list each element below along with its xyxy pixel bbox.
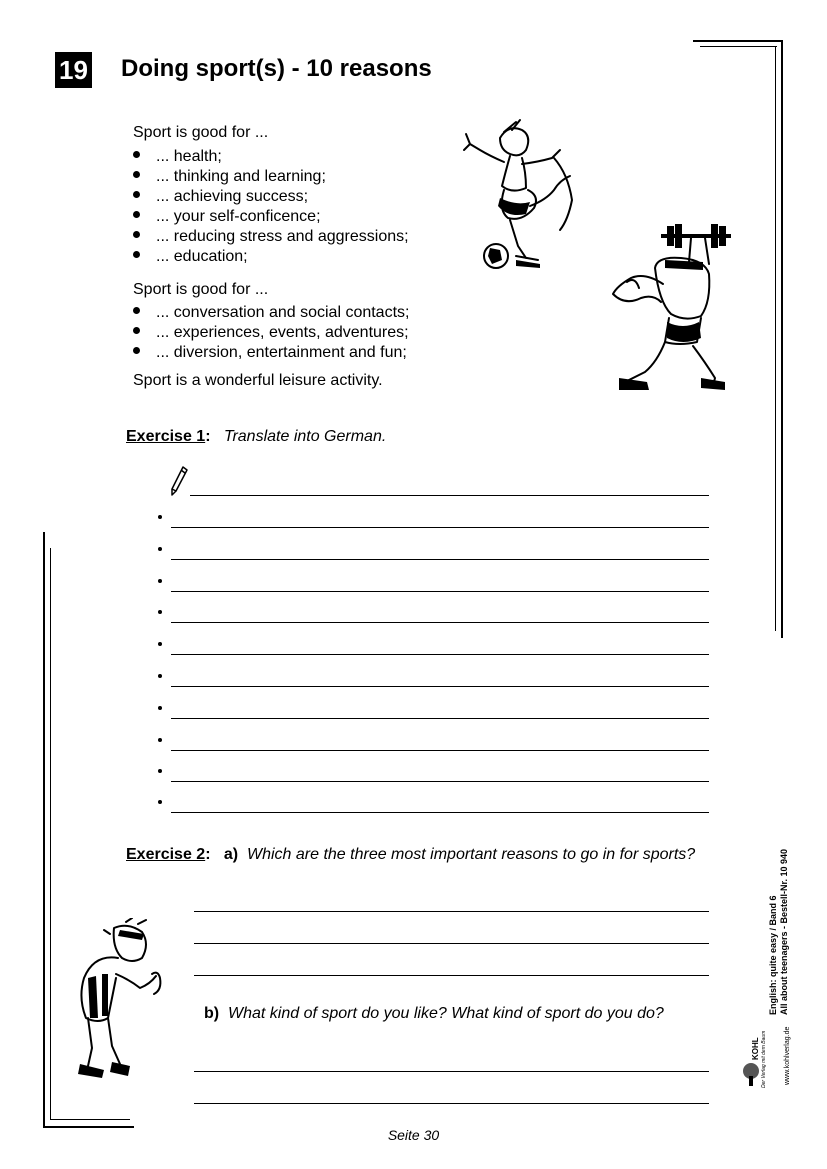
- bullet-icon: [133, 347, 140, 354]
- weightlifter-illustration: [605, 222, 735, 394]
- exhausted-runner-illustration: [68, 918, 168, 1080]
- writing-line[interactable]: [171, 527, 709, 528]
- bullet-icon: [158, 515, 162, 519]
- publisher-line-2: All about teenagers - Bestell-Nr. 10 940: [779, 848, 789, 1015]
- bullet-icon: [158, 642, 162, 646]
- writing-line[interactable]: [171, 812, 709, 813]
- bullet-icon: [158, 800, 162, 804]
- writing-line[interactable]: [171, 654, 709, 655]
- publisher-slogan: Der Verlag mit dem Baum: [761, 1030, 767, 1088]
- writing-line[interactable]: [194, 975, 709, 976]
- bullet-icon: [133, 307, 140, 314]
- soccer-player-illustration: [460, 110, 580, 275]
- list-item: ... your self-conficence;: [133, 208, 321, 226]
- page-number: Seite 30: [387, 1127, 440, 1143]
- bullet-icon: [158, 706, 162, 710]
- exercise2-heading: Exercise 2: a) Which are the three most important reasons to go in for sports?: [126, 846, 696, 863]
- bullet-icon: [133, 327, 140, 334]
- bullet-icon: [158, 579, 162, 583]
- writing-line[interactable]: [194, 1071, 709, 1072]
- exercise1-heading: Exercise 1: Translate into German.: [126, 428, 387, 445]
- intro-text-1: Sport is good for ...: [133, 124, 269, 141]
- page-title: Doing sport(s) - 10 reasons: [121, 55, 432, 82]
- bullet-icon: [133, 231, 140, 238]
- closing-sentence: Sport is a wonderful leisure activity.: [133, 372, 383, 389]
- exercise2b-question: b) What kind of sport do you like? What kind of sport do you do?: [204, 1005, 664, 1022]
- publisher-line-1: English: quite easy / Band 6: [768, 895, 778, 1015]
- writing-line[interactable]: [171, 718, 709, 719]
- publisher-url: www.kohlverlag.de: [784, 1026, 791, 1085]
- bullet-icon: [133, 251, 140, 258]
- frame-top-right-v1: [781, 40, 783, 638]
- bullet-icon: [133, 151, 140, 158]
- list-item: ... thinking and learning;: [133, 168, 326, 186]
- list-item: ... diversion, entertainment and fun;: [133, 344, 407, 362]
- frame-top-right-h1: [693, 40, 783, 42]
- list-item: ... education;: [133, 248, 248, 266]
- bullet-icon: [158, 738, 162, 742]
- writing-line[interactable]: [171, 559, 709, 560]
- writing-line[interactable]: [194, 911, 709, 912]
- bullet-icon: [158, 769, 162, 773]
- writing-line[interactable]: [171, 622, 709, 623]
- list-item: ... health;: [133, 148, 222, 166]
- bullet-icon: [158, 610, 162, 614]
- writing-line[interactable]: [171, 686, 709, 687]
- intro-text-2: Sport is good for ...: [133, 281, 269, 298]
- bullet-icon: [133, 191, 140, 198]
- list-item: ... experiences, events, adventures;: [133, 324, 409, 342]
- publisher-logo: KOHL: [751, 1037, 760, 1060]
- frame-bottom-left-h2: [50, 1119, 130, 1120]
- frame-top-right-v2: [775, 46, 776, 631]
- writing-line[interactable]: [194, 943, 709, 944]
- list-item: ... achieving success;: [133, 188, 308, 206]
- frame-bottom-left-v1: [43, 532, 45, 1128]
- writing-line[interactable]: [194, 1103, 709, 1104]
- list-item: ... reducing stress and aggressions;: [133, 228, 409, 246]
- bullet-icon: [158, 674, 162, 678]
- list-item: ... conversation and social contacts;: [133, 304, 409, 322]
- frame-top-right-h2: [700, 46, 777, 47]
- frame-bottom-left-v2: [50, 548, 51, 1120]
- publisher-tree-logo-icon: [740, 1062, 762, 1088]
- bullet-icon: [158, 547, 162, 551]
- writing-line[interactable]: [171, 591, 709, 592]
- bullet-icon: [133, 171, 140, 178]
- pencil-icon: [170, 465, 188, 497]
- writing-line[interactable]: [190, 495, 709, 496]
- writing-line[interactable]: [171, 781, 709, 782]
- worksheet-number: 19: [55, 52, 92, 88]
- bullet-icon: [133, 211, 140, 218]
- writing-line[interactable]: [171, 750, 709, 751]
